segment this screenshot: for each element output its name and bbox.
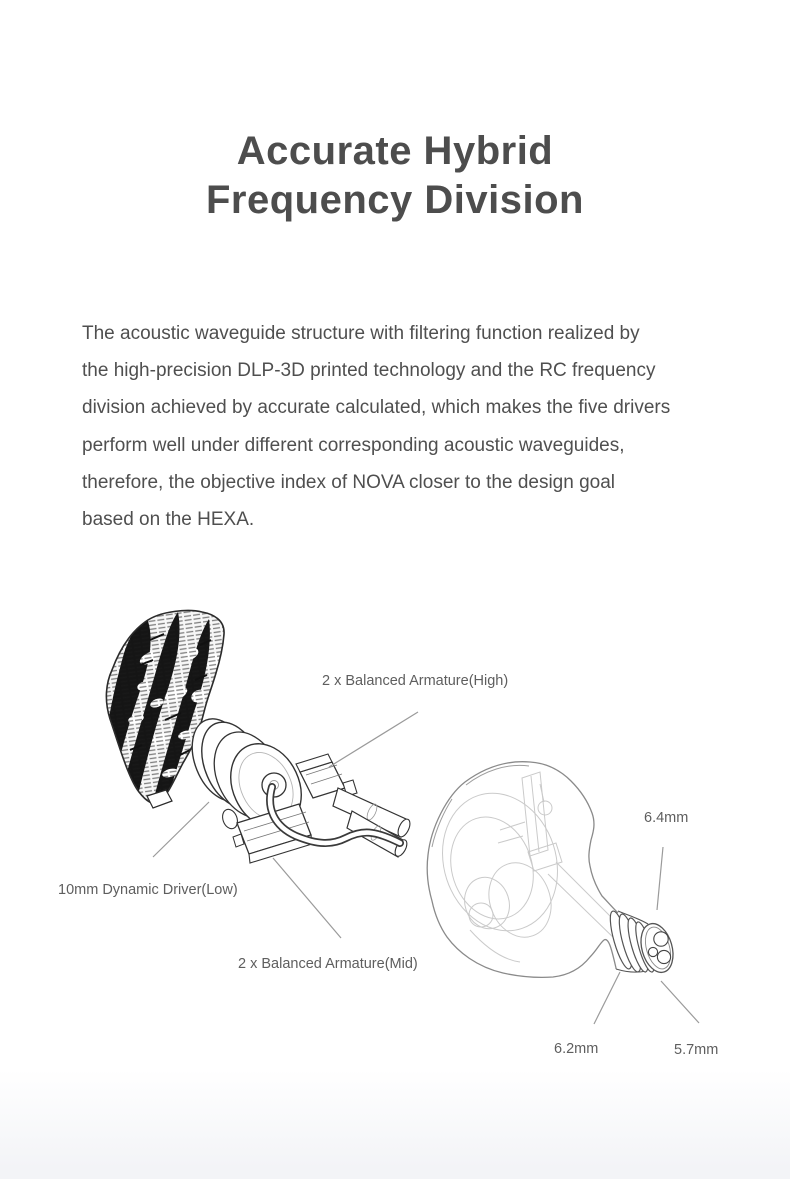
leader-line-64mm — [657, 847, 663, 910]
exploded-view-diagram — [0, 600, 790, 1080]
nozzle-illustration — [606, 909, 678, 976]
label-balanced-armature-high: 2 x Balanced Armature(High) — [322, 673, 509, 689]
paragraph-line: The acoustic waveguide structure with filtering function realized by — [82, 323, 640, 344]
page-title-line2: Frequency Division — [206, 178, 584, 222]
paragraph-line: therefore, the objective index of NOVA closer to the design goal — [82, 471, 616, 493]
label-dimension-6-4mm: 6.4mm — [644, 810, 689, 826]
paragraph-line: based on the HEXA. — [82, 509, 255, 531]
driver-assembly-illustration — [181, 710, 413, 863]
paragraph-line: perform well under different corresponding acoustic waveguides, — [82, 434, 625, 456]
bottom-fade-band — [0, 1069, 790, 1179]
page-title — [0, 127, 790, 225]
paragraph-line: division achieved by accurate calculated, which makes the five drivers — [82, 397, 671, 419]
label-dimension-5-7mm: 5.7mm — [674, 1042, 719, 1058]
label-dimension-6-2mm: 6.2mm — [554, 1041, 599, 1057]
label-dynamic-driver-low: 10mm Dynamic Driver(Low) — [58, 882, 238, 898]
shell-illustration — [425, 762, 678, 978]
label-balanced-armature-mid: 2 x Balanced Armature(Mid) — [238, 956, 418, 972]
page-title-line1: Accurate Hybrid — [236, 129, 554, 173]
leader-line-ba-high — [329, 712, 418, 767]
leader-line-57mm — [661, 981, 699, 1023]
leader-line-dd-low — [153, 802, 209, 857]
paragraph-line: the high-precision DLP-3D printed technology and the RC frequency — [82, 360, 656, 382]
leader-line-ba-mid — [273, 858, 341, 938]
description-paragraph — [82, 315, 670, 538]
leader-line-62mm — [594, 972, 620, 1024]
